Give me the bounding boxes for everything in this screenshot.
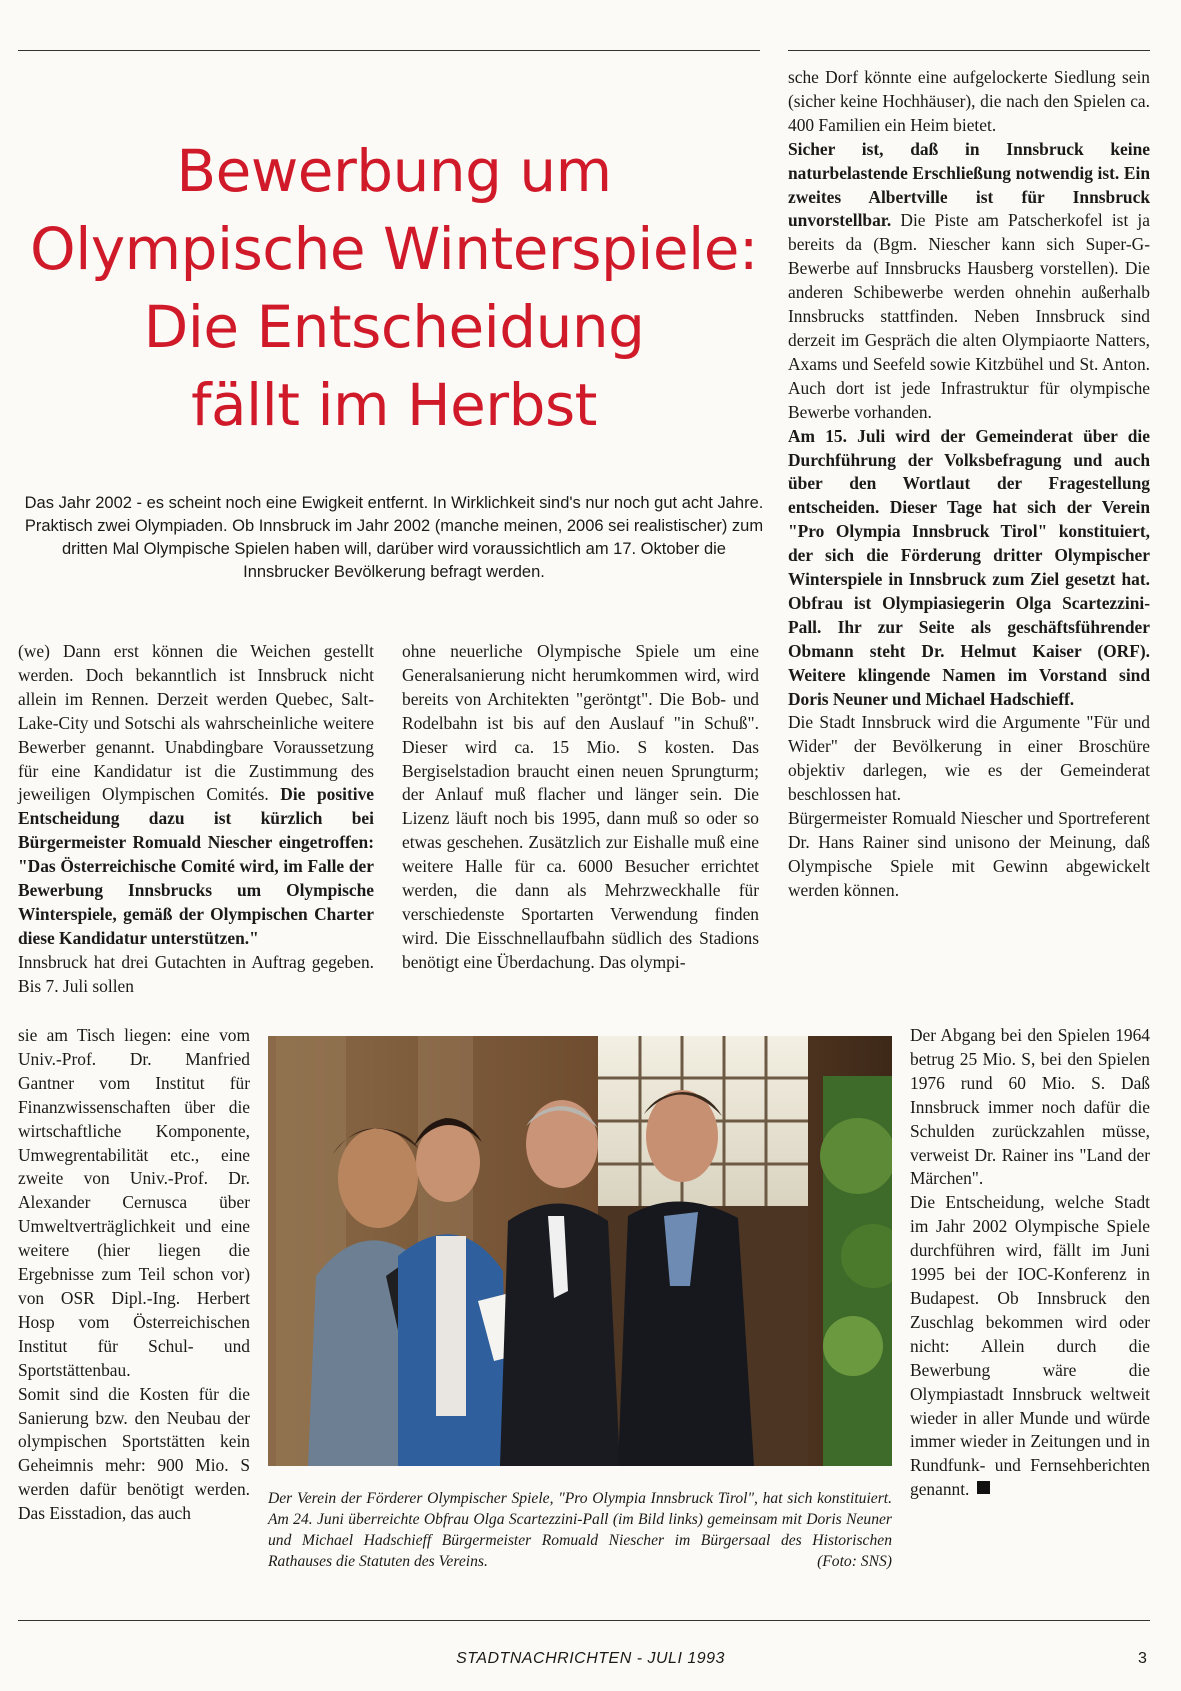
column3-text-2: Die Piste am Patscherkofel ist ja bereits da (Bgm. Niescher kann sich Super-G-Bewerbe auf Innsbrucks Hausberg vorstellen). Die anderen Schibewerbe werden ohnehin außerhalb Innsbrucks stattfinden. Neben Innsbruck sind derzeit im Gespräch die alten Olympiaorte Natters, Axams und Seefeld sowie Kitzbühel und St. Anton. Auch dort ist jede Infrastruktur für olympische Bewerbe vorhanden.: [788, 210, 1150, 422]
column1-text-1: (we) Dann erst können die Weichen gestellt werden. Doch bekanntlich ist Innsbruck nicht allein im Rennen. Derzeit werden Quebec, Salt-Lake-City und Sotschi als wahrscheinliche weitere Bewerber genannt. Unabdingbare Voraussetzung für eine Kandidatur ist die Zustimmung des jeweiligen Olympischen Comités.: [18, 641, 374, 805]
column3-bold-1: Sicher ist, daß in Innsbruck keine naturbelastende Erschließung notwendig ist. Ein zweites Albertville ist für Innsbruck unvorstellbar.: [788, 138, 1150, 231]
lead-paragraph: Das Jahr 2002 - es scheint noch eine Ewigkeit entfernt. In Wirklichkeit sind's nur noch gut acht Jahre. Praktisch zwei Olympiaden. Ob Innsbruck im Jahr 2002 (manche meinen, 2006 sei realistischer) zum dritten Mal Olympische Spielen haben will, darüber wird voraussichtlich am 17. Oktober die Innsbrucker Bevölkerung befragt werden.: [24, 494, 764, 581]
article-photo: [268, 1036, 892, 1466]
page-number: 3: [1138, 1650, 1147, 1667]
column3-paragraph-7: [910, 1191, 1150, 1502]
headline: [18, 132, 770, 444]
photo-caption: [268, 1488, 892, 1572]
photo-credit: (Foto: SNS): [817, 1553, 892, 1570]
article-column-2: [402, 640, 759, 975]
headline-line-3: Die Entscheidung: [143, 293, 645, 361]
headline-line-4: fällt im Herbst: [191, 371, 597, 439]
footer-publication: STADTNACHRICHTEN - JULI 1993: [456, 1650, 725, 1667]
article-column-1: [18, 640, 374, 999]
headline-line-2: Olympische Winterspiele:: [30, 215, 758, 283]
column3-paragraph-1: sche Dorf könnte eine aufgelockerte Siedlung sein (sicher keine Hochhäuser), die nach den Spielen ca. 400 Familien ein Heim bietet.: [788, 67, 1150, 135]
column1-bold-quote: Die positive Entscheidung dazu ist kürzlich bei Bürgermeister Romuald Niescher eingetroffen: "Das Österreichische Comité wird, im Falle der Bewerbung Innsbrucks um Olympische Winterspiele, gemäß der Olympischen Charter diese Kandidatur unterstützen.": [18, 784, 374, 948]
end-of-article-mark: [977, 1481, 990, 1494]
photo-illustration: [268, 1036, 892, 1466]
column1-paragraph-3: Somit sind die Kosten für die Sanierung bzw. den Neubau der olympischen Sportstätten kein Geheimnis mehr: 900 Mio. S werden dafür benötigt werden. Das Eisstadion, das auch: [18, 1383, 250, 1524]
article-column-3-narrow: [910, 1024, 1150, 1502]
footer-rule: [18, 1620, 1150, 1621]
headline-line-1: Bewerbung um: [176, 137, 612, 205]
column3-paragraph-2: [788, 138, 1150, 425]
top-rule-right: [788, 50, 1150, 51]
column1-paragraph-2-cont: sie am Tisch liegen: eine vom Univ.-Prof. Dr. Manfried Gantner vom Institut für Finanzwissenschaften über die wirtschaftliche Komponente, Umwegrentabilität etc., eine zweite von Univ.-Prof. Dr. Alexander Cernusca über Umweltverträglichkeit und eine weitere (hier liegen die Ergebnisse zum Teil schon vor) von OSR Dipl.-Ing. Herbert Hosp vom Österreichischen Institut für Schul- und Sportstättenbau.: [18, 1025, 250, 1380]
column2-paragraph-1: ohne neuerliche Olympische Spiele um eine Generalsanierung nicht herumkommen wird, wird bereits von Architekten "geröntgt". Die Bob- und Rodelbahn ist bis auf den Auslauf "in Schuß". Dieser wird ca. 15 Mio. S kosten. Das Bergiselstadion braucht einen neuen Sprungturm; der Anlauf muß flacher und länger sein. Die Lizenz läuft noch bis 1995, dann muß so oder so etwas geschehen. Zusätzlich zur Eishalle muß eine weitere Halle für ca. 6000 Besucher errichtet werden, die dann als Mehrzweckhalle für verschiedenste Sportarten Verwendung finden wird. Die Eisschnellaufbahn südlich des Stadions benötigt eine Überdachung. Das olympi-: [402, 641, 759, 972]
article-column-3: [788, 66, 1150, 903]
caption-text: Der Verein der Förderer Olympischer Spiele, "Pro Olympia Innsbruck Tirol", hat sich konstituiert. Am 24. Juni überreichte Obfrau Olga Scartezzini-Pall (im Bild links) gemeinsam mit Doris Neuner und Michael Hadschieff Bürgermeister Romuald Niescher im Bürgersaal des Historischen Rathauses die Statuten des Vereins.: [268, 1490, 892, 1570]
column3-paragraph-3: Am 15. Juli wird der Gemeinderat über die Durchführung der Volksbefragung und auch über den Wortlaut der Fragestellung entscheiden. Dieser Tage hat sich der Verein "Pro Olympia Innsbruck Tirol" konstituiert, der sich die Förderung dritter Olympischer Winterspiele in Innsbruck zum Ziel gesetzt hat. Obfrau ist Olympiasiegerin Olga Scartezzini-Pall. Ihr zur Seite als geschäftsführender Obmann steht Dr. Helmut Kaiser (ORF). Weitere klingende Namen im Vorstand sind Doris Neuner und Michael Hadschieff.: [788, 425, 1150, 709]
column3-paragraph-6: Der Abgang bei den Spielen 1964 betrug 25 Mio. S, bei den Spielen 1976 rund 60 Mio. S. Daß Innsbruck immer noch dafür die Schulden zurückzahlen müsse, verweist Dr. Rainer ins "Land der Märchen".: [910, 1025, 1150, 1189]
column3-paragraph-4: Die Stadt Innsbruck wird die Argumente "Für und Wider" der Bevölkerung in einer Broschüre objektiv darlegen, wie es der Gemeinderat beschlossen hat.: [788, 712, 1150, 805]
column1-paragraph-1: [18, 640, 374, 951]
column3-paragraph-5: Bürgermeister Romuald Niescher und Sportreferent Dr. Hans Rainer sind unisono der Meinung, daß Olympische Spiele mit Gewinn abgewickelt werden können.: [788, 808, 1150, 900]
column3-text-7: Die Entscheidung, welche Stadt im Jahr 2002 Olympische Spiele durchführen wird, fällt im Juni 1995 bei der IOC-Konferenz in Budapest. Ob Innsbruck den Zuschlag bekommen wird oder nicht: Allein durch die Bewerbung wäre die Olympiastadt Innsbruck weltweit wieder in aller Munde und würde immer wieder in Zeitungen und in Rundfunk- und Fernsehberichten genannt.: [910, 1192, 1150, 1500]
article-column-1-narrow: [18, 1024, 250, 1526]
top-rule-left: [18, 50, 760, 51]
column1-paragraph-2: Innsbruck hat drei Gutachten in Auftrag gegeben. Bis 7. Juli sollen: [18, 951, 374, 996]
